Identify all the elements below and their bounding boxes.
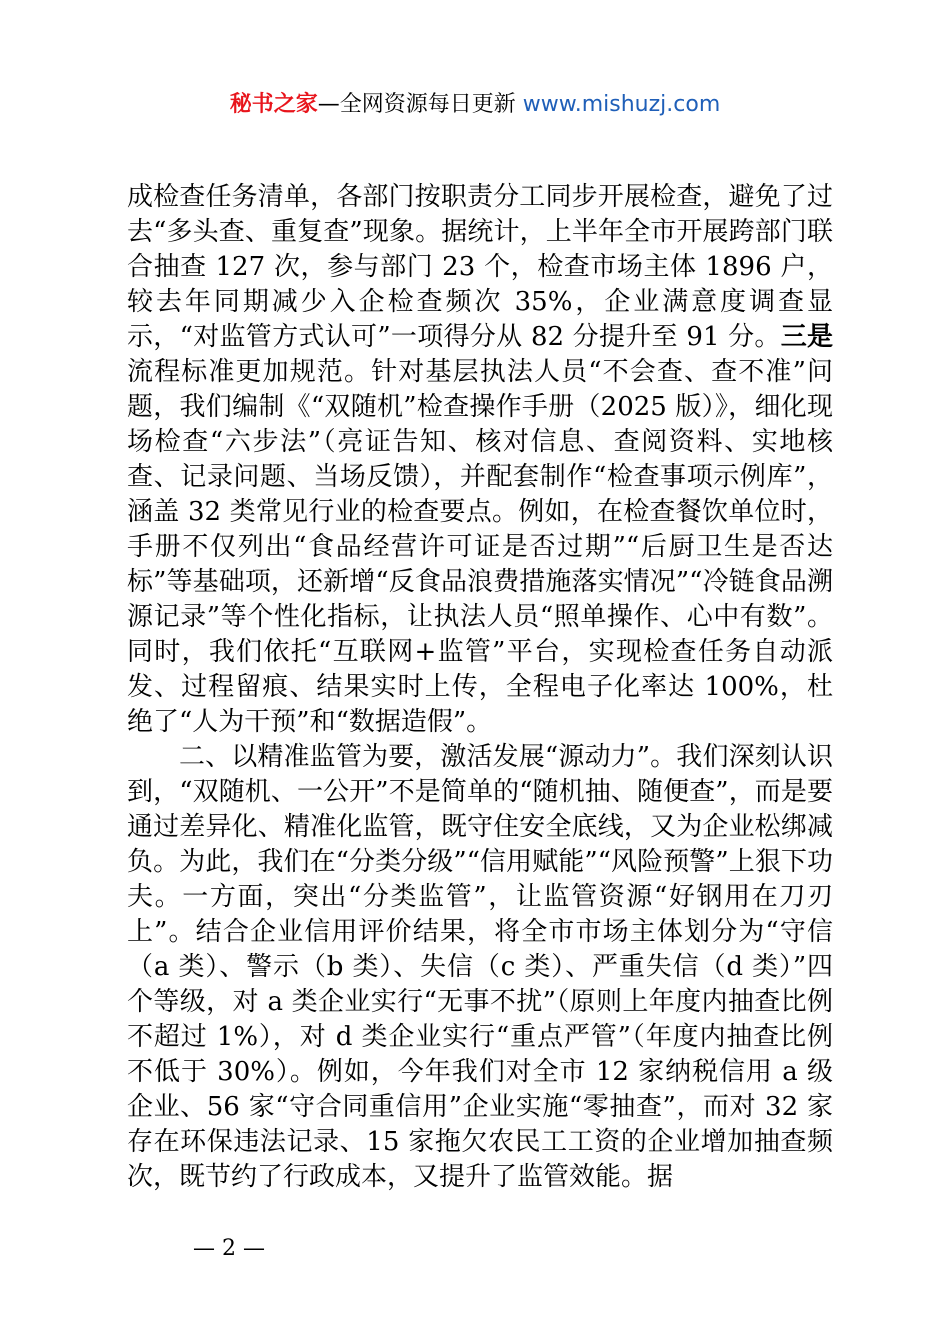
emphasis-text: 三是: [780, 322, 833, 352]
paragraph-continued: [127, 180, 833, 740]
document-body: [127, 180, 833, 1195]
paragraph-text: 流程标准更加规范。针对基层执法人员“不会查、查不准”问题，我们编制《“双随机”检查操作手册（2025 版）》，细化现场检查“六步法”（亮证告知、核对信息、查阅资料、实地核查、记录问题、当场反馈），并配套制作“检查事项示例库”，涵盖 32 类常见行业的检查要点。例如，在检查餐饮单位时，手册不仅列出“食品经营许可证是否过期”“后厨卫生是否达标”等基础项，还新增“反食品浪费措施落实情况”“冷链食品溯源记录”等个性化指标，让执法人员“照单操作、心中有数”。同时，我们依托“互联网+监管”平台，实现检查任务自动派发、过程留痕、结果实时上传，全程电子化率达 100%，杜绝了“人为干预”和“数据造假”。: [127, 357, 833, 737]
paragraph-section-two: 二、以精准监管为要，激活发展“源动力”。我们深刻认识到，“双随机、一公开”不是简单的“随机抽、随便查”，而是要通过差异化、精准化监管，既守住安全底线，又为企业松绑减负。为此，我们在“分类分级”“信用赋能”“风险预警”上狠下功夫。一方面，突出“分类监管”，让监管资源“好钢用在刀刃上”。结合企业信用评价结果，将全市市场主体划分为“守信（a 类）、警示（b 类）、失信（c 类）、严重失信（d 类）”四个等级，对 a 类企业实行“无事不扰”（原则上年度内抽查比例不超过 1%），对 d 类企业实行“重点严管”（年度内抽查比例不低于 30%）。例如，今年我们对全市 12 家纳税信用 a 级企业、56 家“守合同重信用”企业实施“零抽查”，而对 32 家存在环保违法记录、15 家拖欠农民工工资的企业增加抽查频次，既节约了行政成本，又提升了监管效能。据: [127, 742, 833, 1192]
site-url-link[interactable]: www.mishuzj.com: [522, 92, 721, 117]
site-header: [0, 88, 950, 122]
page-number: — 2 —: [193, 1236, 265, 1261]
paragraph-text: 成检查任务清单，各部门按职责分工同步开展检查，避免了过去“多头查、重复查”现象。据统计，上半年全市开展跨部门联合抽查 127 次，参与部门 23 个，检查市场主体 1896 户，较去年同期减少入企检查频次 35%，企业满意度调查显示，“对监管方式认可”一项得分从 82 分提升至 91 分。: [127, 182, 833, 352]
site-brand: 秘书之家: [229, 92, 318, 117]
site-tagline: —全网资源每日更新: [317, 92, 516, 117]
